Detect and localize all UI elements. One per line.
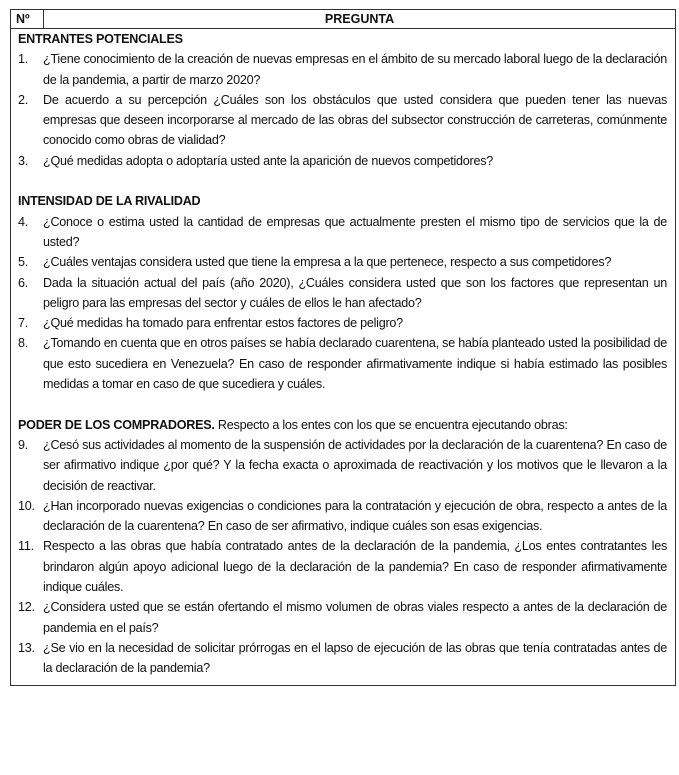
question-number: 12. [18, 600, 35, 615]
questionnaire-table [10, 9, 676, 686]
header-question: PREGUNTA [324, 12, 395, 26]
question-number: 2. [18, 92, 29, 107]
spacer [18, 394, 667, 414]
question-item [18, 252, 667, 272]
question-item [18, 273, 667, 314]
table-header [11, 10, 675, 29]
question-number: 8. [18, 336, 29, 351]
question-text: ¿Cuáles ventajas considera usted que tiene la empresa a la que pertenece, respecto a sus competidores? [43, 255, 612, 270]
question-text: ¿Tomando en cuenta que en otros países se había declarado cuarentena, se había planteado usted la posibilidad de que esto sucediera en Venezuela? En caso de responder afirmativamente indique si había estimado las posibles medidas a tomar en caso de que sucediera y cuáles. [43, 336, 667, 392]
question-number: 4. [18, 214, 29, 229]
question-number: 5. [18, 255, 29, 270]
question-text: ¿Conoce o estima usted la cantidad de empresas que actualmente presten el mismo tipo de servicios que la de usted? [43, 214, 667, 249]
question-number: 6. [18, 275, 29, 290]
question-item [18, 638, 667, 679]
spacer [18, 171, 667, 191]
question-item [18, 49, 667, 90]
question-number: 3. [18, 153, 29, 168]
section-title [18, 191, 667, 211]
question-item [18, 536, 667, 597]
section-title-text: PODER DE LOS COMPRADORES. [18, 417, 215, 432]
question-number: 13. [18, 640, 35, 655]
question-text: Respecto a las obras que había contratado antes de la declaración de la pandemia, ¿Los entes contratantes les brindaron algún apoyo adicional luego de la declaración de la pandemia? En caso de responder afirmativamente indique cuáles. [43, 539, 667, 595]
question-text: De acuerdo a su percepción ¿Cuáles son los obstáculos que usted considera que pueden tener las nuevas empresas que deseen incorporarse al mercado de las obras del subsector construcción de carreteras, comúnmente conocido como obras de vialidad? [43, 92, 667, 148]
question-number: 11. [18, 539, 34, 554]
question-text: ¿Se vio en la necesidad de solicitar prórrogas en el lapso de ejecución de las obras que tenía contratadas antes de la declaración de la pandemia? [43, 640, 667, 676]
question-item [18, 435, 667, 496]
section-title-text: ENTRANTES POTENCIALES [18, 32, 183, 46]
question-item [18, 90, 667, 151]
question-item [18, 313, 667, 333]
section-title-text: INTENSIDAD DE LA RIVALIDAD [18, 194, 201, 209]
question-number: 7. [18, 316, 29, 331]
question-text: ¿Tiene conocimiento de la creación de nuevas empresas en el ámbito de su mercado laboral luego de la declaración de la pandemia, a partir de marzo 2020? [43, 52, 667, 87]
table-body [11, 29, 675, 685]
question-number: 1. [18, 52, 29, 67]
section-title [18, 29, 667, 49]
question-item [18, 597, 667, 638]
section-title [18, 415, 667, 435]
header-number: Nº [11, 10, 44, 28]
question-item [18, 151, 667, 171]
question-item [18, 333, 667, 394]
question-number: 9. [18, 437, 29, 452]
question-number: 10. [18, 498, 35, 513]
question-text: ¿Cesó sus actividades al momento de la suspensión de actividades por la declaración de la cuarentena? En caso de ser afirmativo indique ¿por qué? Y la fecha exacta o aproximada de reactivación y los motivos que le llevaron a la decisión de reactivar. [43, 437, 667, 493]
question-text: Dada la situación actual del país (año 2020), ¿Cuáles considera usted que son los factores que representan un peligro para las empresas del sector y cuáles de ellos le han afectado? [43, 275, 667, 310]
question-item [18, 496, 667, 537]
section-intro: Respecto a los entes con los que se encuentra ejecutando obras: [214, 417, 568, 432]
question-text: ¿Qué medidas adopta o adoptaría usted ante la aparición de nuevos competidores? [43, 153, 494, 168]
question-text: ¿Considera usted que se están ofertando el mismo volumen de obras viales respecto a antes de la declaración de pandemia en el país? [43, 600, 667, 635]
question-text: ¿Han incorporado nuevas exigencias o condiciones para la contratación y ejecución de obra, respecto a antes de la declaración de la cuarentena? En caso de ser afirmativo, indique cuáles son esas exigencias. [43, 498, 667, 534]
question-text: ¿Qué medidas ha tomado para enfrentar estos factores de peligro? [43, 316, 403, 331]
question-item [18, 212, 667, 253]
